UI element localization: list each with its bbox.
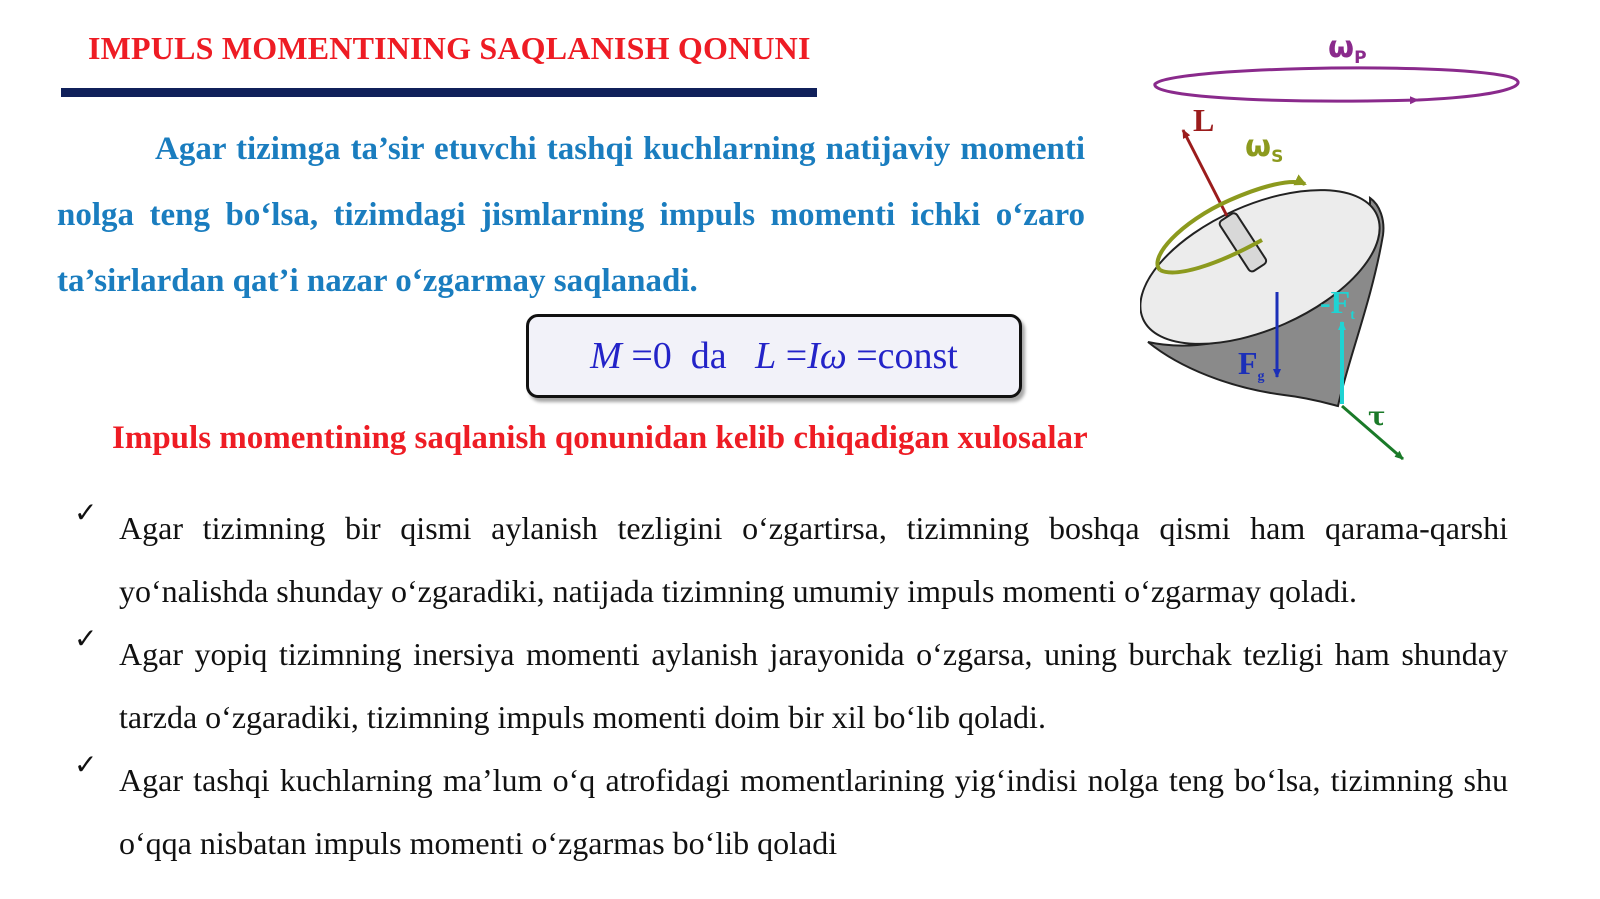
formula-part-1: =0 da bbox=[621, 335, 756, 377]
conclusion-text: Agar yopiq tizimning inersiya momenti aylanish jarayonida o‘zgarsa, uning burchak tezligi ham shunday tarzda o‘zgaradiki, tizimning impuls momenti doim bir xil bo‘lib qoladi. bbox=[119, 636, 1508, 735]
L-label: L bbox=[1193, 102, 1215, 138]
conclusions-heading: Impuls momentining saqlanish qonunidan kelib chiqadigan xulosalar bbox=[112, 420, 1088, 456]
conclusion-text: Agar tizimning bir qismi aylanish tezligini o‘zgartirsa, tizimning boshqa qismi ham qarama-qarshi yo‘nalishda shunday o‘zgaradiki, natijada tizimning umumiy impuls momenti o‘zgarmay qoladi. bbox=[119, 510, 1508, 609]
conclusion-item bbox=[74, 623, 1508, 749]
gravity-force-label: Fg bbox=[1238, 345, 1265, 384]
checkmark-icon: ✓ bbox=[74, 748, 98, 781]
checkmark-icon: ✓ bbox=[74, 622, 98, 655]
checkmark-icon: ✓ bbox=[74, 496, 98, 529]
formula-omega: ω bbox=[819, 335, 847, 377]
torque-label: τ bbox=[1368, 402, 1386, 432]
formula-part-3: =const bbox=[846, 335, 958, 377]
conclusions-list bbox=[74, 497, 1508, 875]
omega-s-label: $\omega_S$ bbox=[1245, 129, 1284, 167]
formula-box bbox=[526, 314, 1022, 398]
omega-p-label: $\omega_P$ bbox=[1328, 30, 1367, 68]
conclusion-item bbox=[74, 749, 1508, 875]
intro-paragraph: Agar tizimga ta’sir etuvchi tashqi kuchlarning natijaviy momenti nolga teng bo‘lsa, tizimdagi jismlarning impuls momenti ichki o‘zaro ta’sirlardan qat’i nazar o‘zgarmay saqlanadi. bbox=[57, 131, 1085, 299]
formula-i: I bbox=[807, 335, 820, 377]
slide-title: IMPULS MOMENTINING SAQLANISH QONUNI bbox=[88, 30, 811, 66]
formula-l: L bbox=[755, 335, 777, 377]
formula-part-2: = bbox=[776, 335, 808, 377]
reaction-force-label: -Ft bbox=[1320, 284, 1355, 323]
title-underline bbox=[61, 88, 817, 97]
precession-orbit bbox=[1155, 68, 1518, 101]
spinning-top-diagram bbox=[1140, 20, 1550, 470]
conclusion-item bbox=[74, 497, 1508, 623]
formula-m: M bbox=[590, 335, 622, 377]
conclusion-text: Agar tashqi kuchlarning ma’lum o‘q atrofidagi momentlarining yig‘indisi nolga teng bo‘lsa, tizimning shu o‘qqa nisbatan impuls momenti o‘zgarmas bo‘lib qoladi bbox=[119, 762, 1508, 861]
